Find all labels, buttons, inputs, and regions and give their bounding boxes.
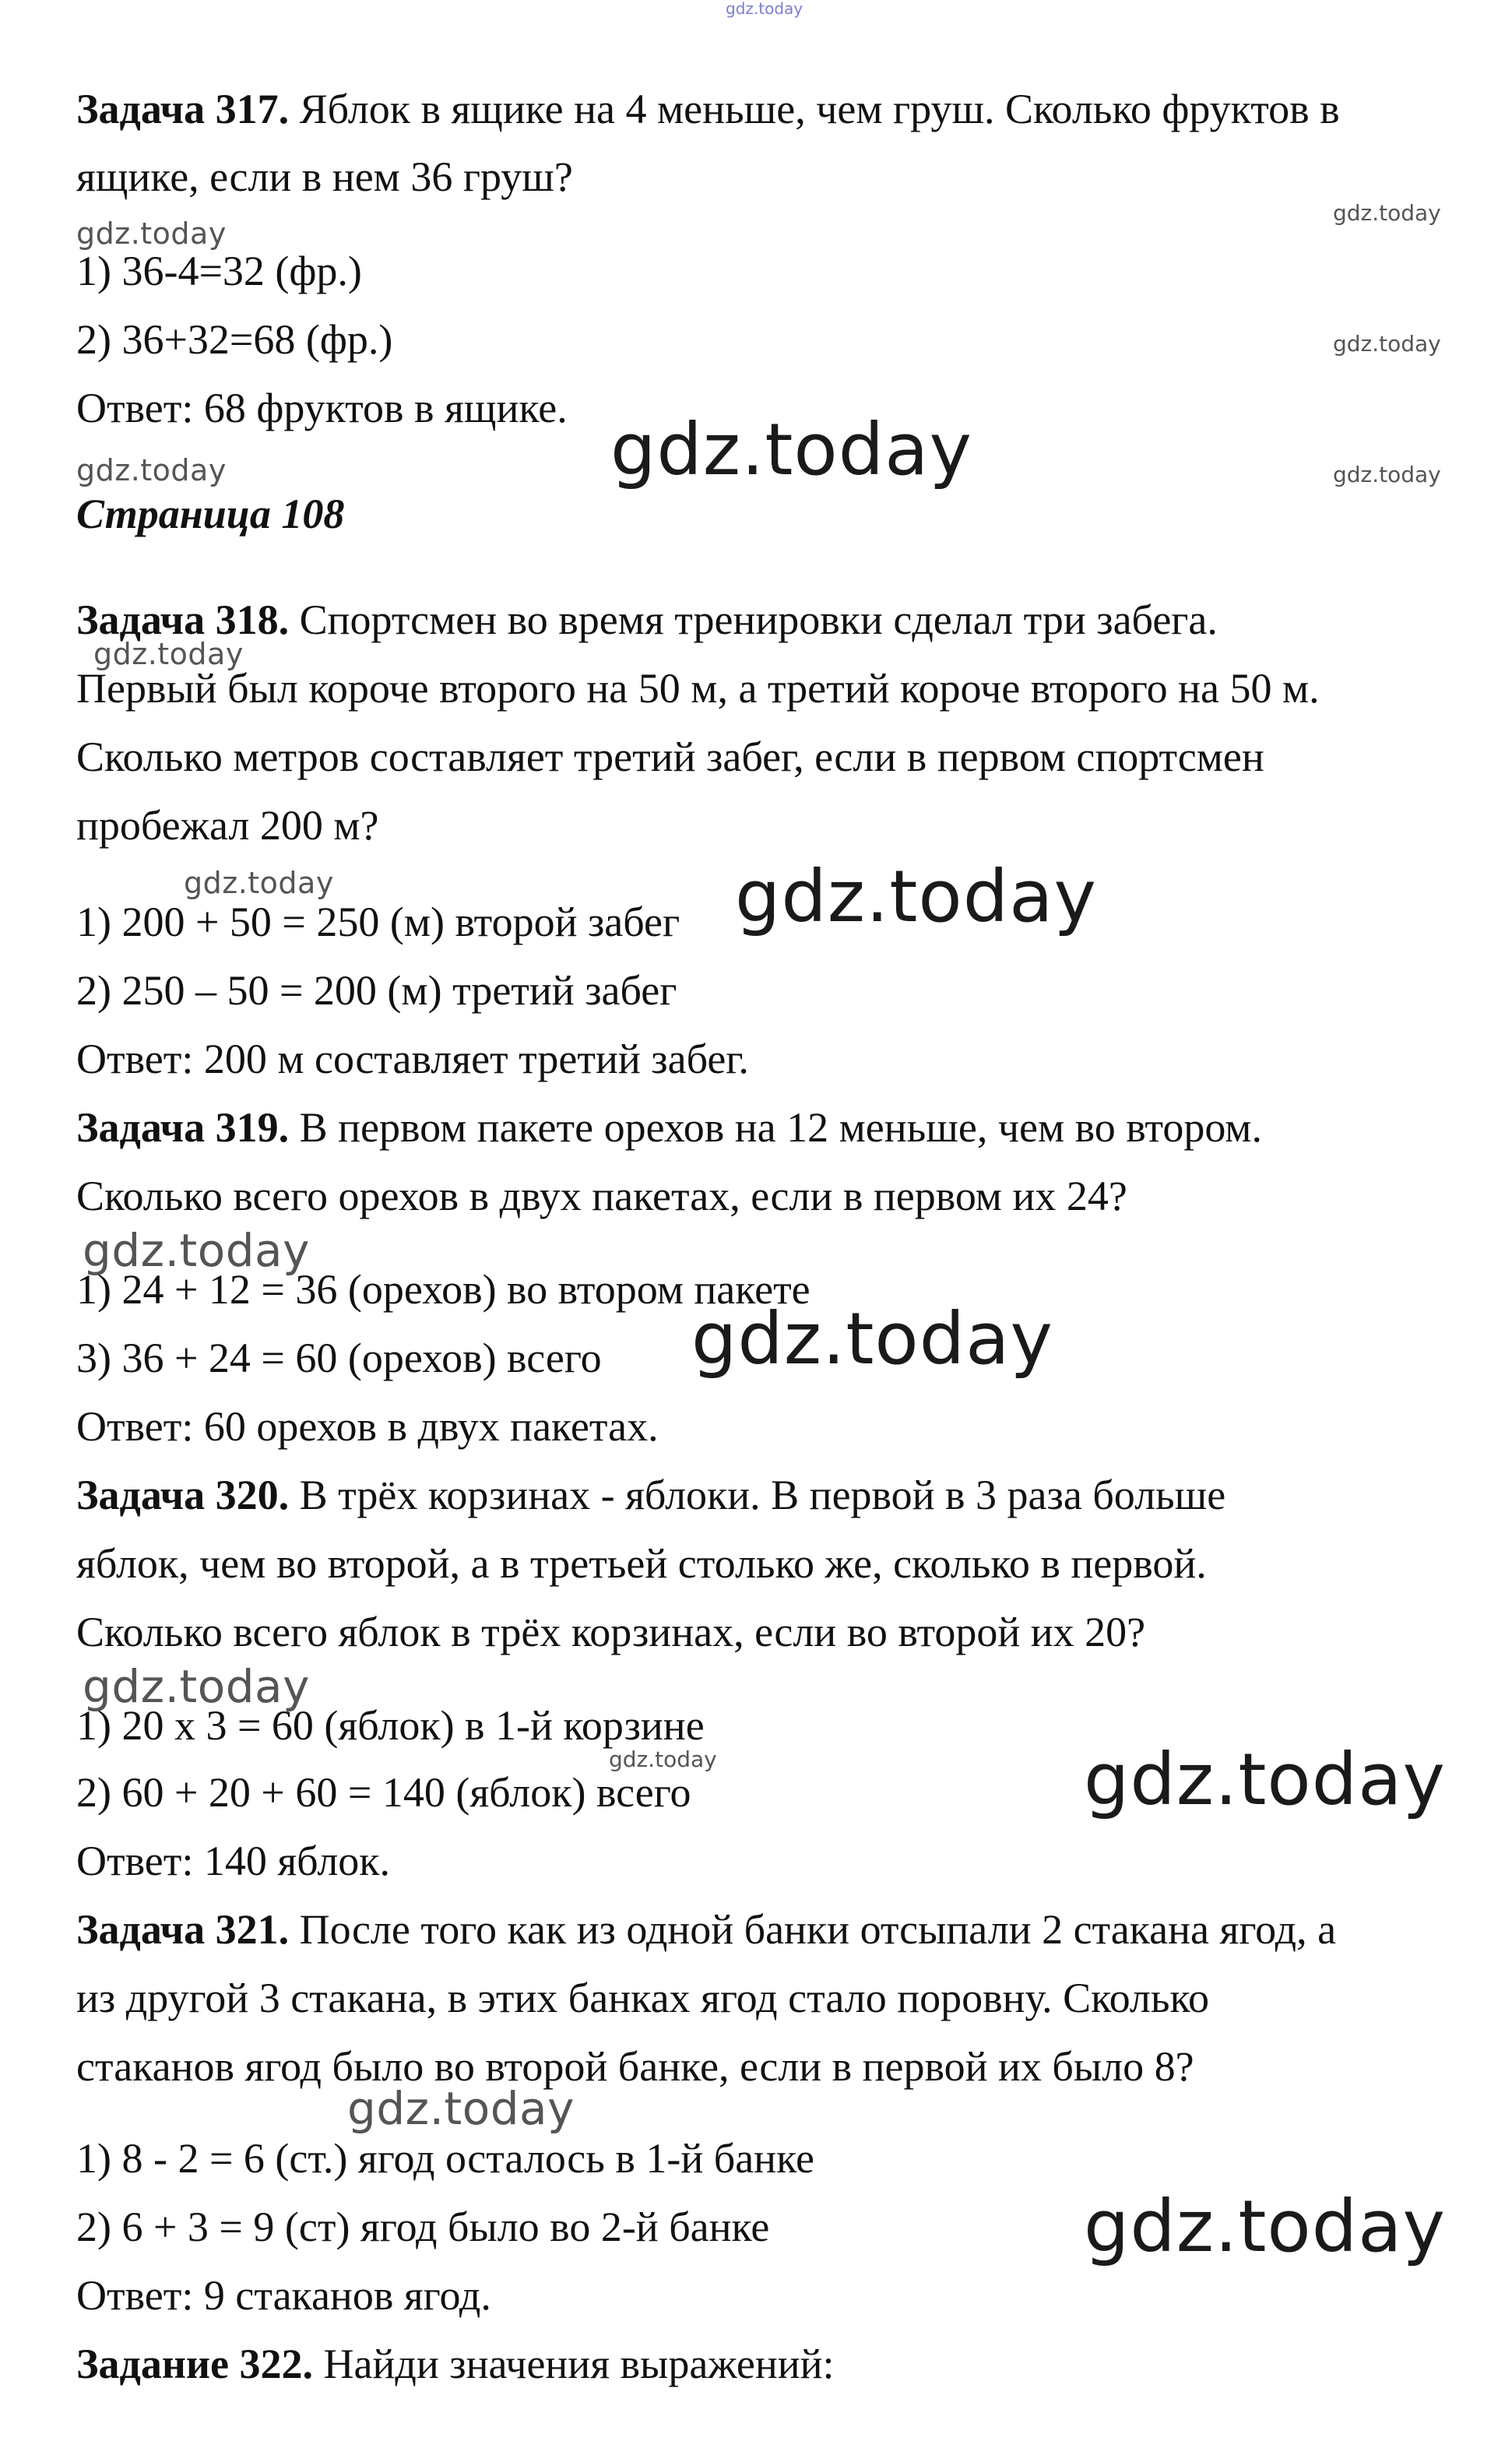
task-317-line-2: ящике, если в нем 36 груш? — [76, 153, 573, 200]
task-317-step-2: 2) 36+32=68 (фр.) — [76, 316, 393, 363]
watermark-large: gdz.today — [610, 408, 972, 491]
task-318-step-2: 2) 250 – 50 = 200 (м) третий забег — [76, 967, 677, 1014]
task-322-line-1: Задание 322. Найди значения выражений: — [76, 2341, 835, 2387]
task-317-step-1: 1) 36-4=32 (фр.) — [76, 248, 362, 294]
watermark-small: gdz.today — [83, 1224, 310, 1277]
task-318-line-2: Первый был короче второго на 50 м, а третий короче второго на 50 м. — [76, 665, 1320, 712]
watermark-small: gdz.today — [1333, 331, 1441, 357]
watermark-large: gdz.today — [691, 1297, 1053, 1381]
task-321-answer: Ответ: 9 стаканов ягод. — [76, 2272, 491, 2319]
task-320-step-1: 1) 20 х 3 = 60 (яблок) в 1-й корзине — [76, 1702, 705, 1749]
task-319-line-2: Сколько всего орехов в двух пакетах, если в первом их 24? — [76, 1173, 1127, 1219]
task-320-answer: Ответ: 140 яблок. — [76, 1838, 390, 1884]
task-317-answer: Ответ: 68 фруктов в ящике. — [76, 385, 568, 431]
task-322-label: Задание 322. — [76, 2341, 314, 2387]
watermark-small: gdz.today — [609, 1746, 717, 1772]
task-317-label: Задача 317. — [76, 86, 290, 132]
task-318-line-3: Сколько метров составляет третий забег, если в первом спортсмен — [76, 733, 1264, 780]
task-319-answer: Ответ: 60 орехов в двух пакетах. — [76, 1403, 659, 1450]
watermark-large: gdz.today — [735, 855, 1097, 938]
task-318-line-4: пробежал 200 м? — [76, 802, 379, 849]
watermark-top: gdz.today — [726, 0, 803, 18]
watermark-large: gdz.today — [1084, 2185, 1446, 2268]
watermark-small: gdz.today — [184, 866, 334, 900]
watermark-small: gdz.today — [83, 1660, 310, 1713]
task-321-label: Задача 321. — [76, 1906, 290, 1953]
task-320-step-2: 2) 60 + 20 + 60 = 140 (яблок) всего — [76, 1769, 691, 1816]
task-318-label: Задача 318. — [76, 596, 290, 643]
watermark-small: gdz.today — [1333, 200, 1441, 226]
task-321-line-2: из другой 3 стакана, в этих банках ягод стало поровну. Сколько — [76, 1975, 1209, 2021]
page-heading: Страница 108 — [76, 491, 345, 537]
task-319-step-1: 1) 24 + 12 = 36 (орехов) во втором пакете — [76, 1266, 811, 1313]
task-319-line-1: Задача 319. В первом пакете орехов на 12 меньше, чем во втором. — [76, 1104, 1262, 1151]
task-320-line-2: яблок, чем во второй, а в третьей столько же, сколько в первой. — [76, 1540, 1207, 1587]
watermark-small: gdz.today — [76, 453, 227, 487]
task-319-step-2: 3) 36 + 24 = 60 (орехов) всего — [76, 1335, 602, 1381]
watermark-large: gdz.today — [1084, 1738, 1446, 1821]
task-319-label: Задача 319. — [76, 1104, 290, 1151]
task-320-line-1: Задача 320. В трёх корзинах - яблоки. В первой в 3 раза больше — [76, 1472, 1226, 1518]
task-321-step-1: 1) 8 - 2 = 6 (ст.) ягод осталось в 1-й банке — [76, 2135, 814, 2182]
task-318-answer: Ответ: 200 м составляет третий забег. — [76, 1036, 749, 1082]
task-320-line-3: Сколько всего яблок в трёх корзинах, если во второй их 20? — [76, 1609, 1146, 1655]
watermark-small: gdz.today — [76, 216, 227, 251]
task-317-line-1: Задача 317. Яблок в ящике на 4 меньше, чем груш. Сколько фруктов в — [76, 86, 1340, 132]
task-321-line-3: стаканов ягод было во второй банке, если в первой их было 8? — [76, 2043, 1194, 2090]
task-320-label: Задача 320. — [76, 1472, 290, 1518]
task-318-line-1: Задача 318. Спортсмен во время тренировки сделал три забега. — [76, 596, 1218, 643]
task-321-line-1: Задача 321. После того как из одной банки отсыпали 2 стакана ягод, а — [76, 1906, 1337, 1953]
task-318-step-1: 1) 200 + 50 = 250 (м) второй забег — [76, 899, 680, 945]
watermark-small: gdz.today — [93, 637, 244, 671]
watermark-small: gdz.today — [1333, 462, 1441, 487]
task-321-step-2: 2) 6 + 3 = 9 (ст) ягод было во 2-й банке — [76, 2204, 770, 2250]
watermark-small: gdz.today — [347, 2082, 575, 2135]
